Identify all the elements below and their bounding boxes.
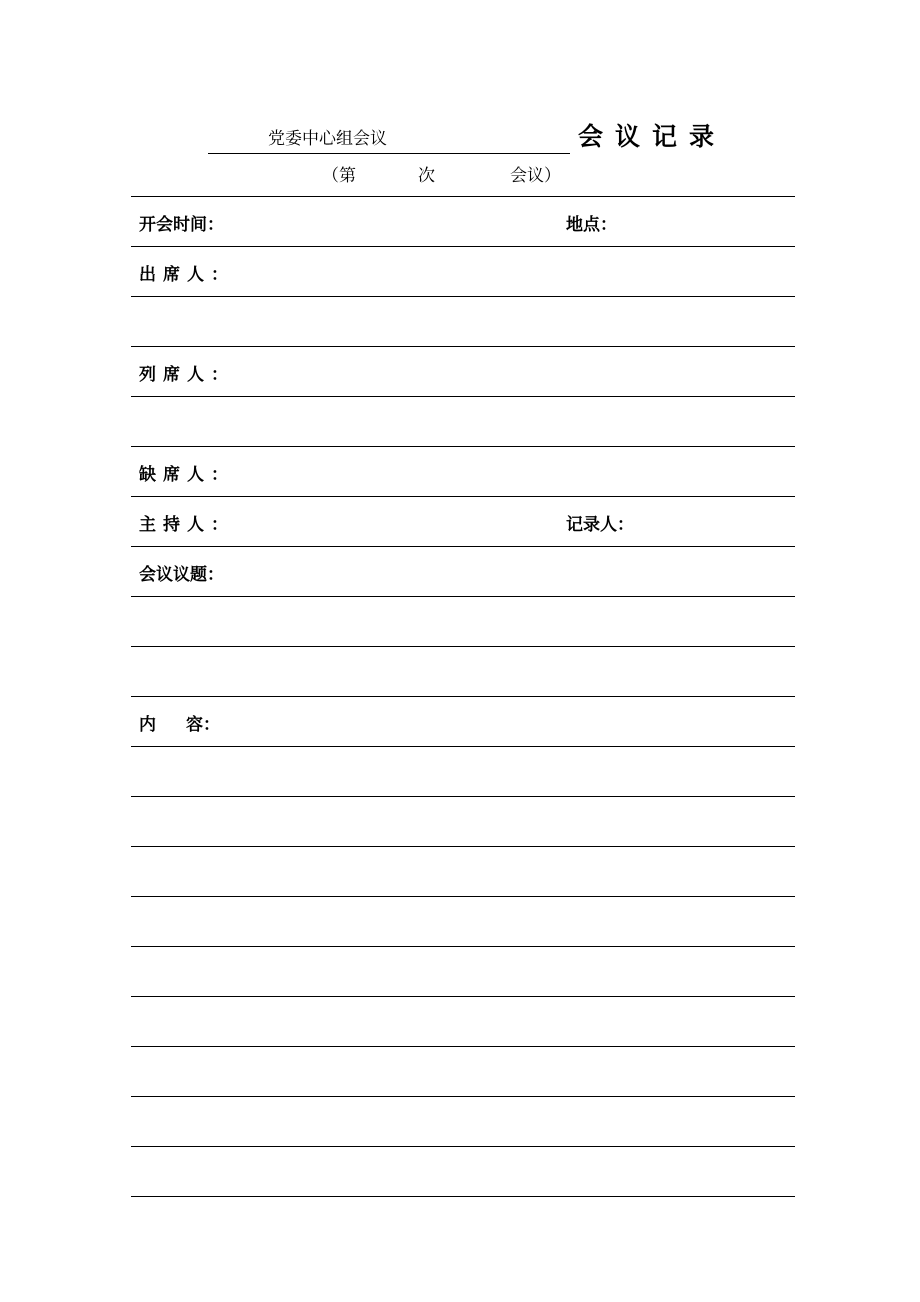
organization-title-line (208, 121, 570, 154)
session-mid: 次 (418, 166, 435, 186)
row-attendees[interactable] (131, 247, 795, 297)
document-title: 会议记录 (578, 122, 727, 151)
host-label: 主持人： (139, 515, 235, 535)
row-content-blank[interactable] (131, 747, 795, 797)
place-label: 地点： (566, 215, 617, 235)
recorder-label: 记录人： (566, 515, 634, 535)
row-content-blank[interactable] (131, 997, 795, 1047)
row-observers-blank[interactable] (131, 397, 795, 447)
organization-title: 党委中心组会议 (268, 129, 387, 149)
session-open: （第 (322, 166, 356, 186)
row-content-blank[interactable] (131, 1147, 795, 1197)
row-content-blank[interactable] (131, 797, 795, 847)
absent-label: 缺席人： (139, 465, 235, 485)
row-content-blank[interactable] (131, 897, 795, 947)
row-content-blank[interactable] (131, 847, 795, 897)
row-attendees-blank[interactable] (131, 297, 795, 347)
session-close: 会议） (510, 166, 561, 186)
row-topic-blank[interactable] (131, 647, 795, 697)
content-label (139, 710, 220, 735)
attendees-label: 出席人： (139, 265, 235, 285)
topic-label: 会议议题： (139, 565, 224, 585)
meeting-record-form (131, 196, 795, 1197)
row-topic[interactable] (131, 547, 795, 597)
row-content-blank[interactable] (131, 947, 795, 997)
observers-label: 列席人： (139, 365, 235, 385)
row-observers[interactable] (131, 347, 795, 397)
content-label-b: 容： (186, 715, 220, 735)
content-label-a: 内 (139, 715, 156, 735)
row-content-blank[interactable] (131, 1097, 795, 1147)
row-content[interactable] (131, 697, 795, 747)
row-host-recorder[interactable] (131, 497, 795, 547)
row-absent[interactable] (131, 447, 795, 497)
row-content-blank[interactable] (131, 1047, 795, 1097)
row-topic-blank[interactable] (131, 597, 795, 647)
row-time-place[interactable] (131, 197, 795, 247)
time-label: 开会时间： (139, 215, 224, 235)
